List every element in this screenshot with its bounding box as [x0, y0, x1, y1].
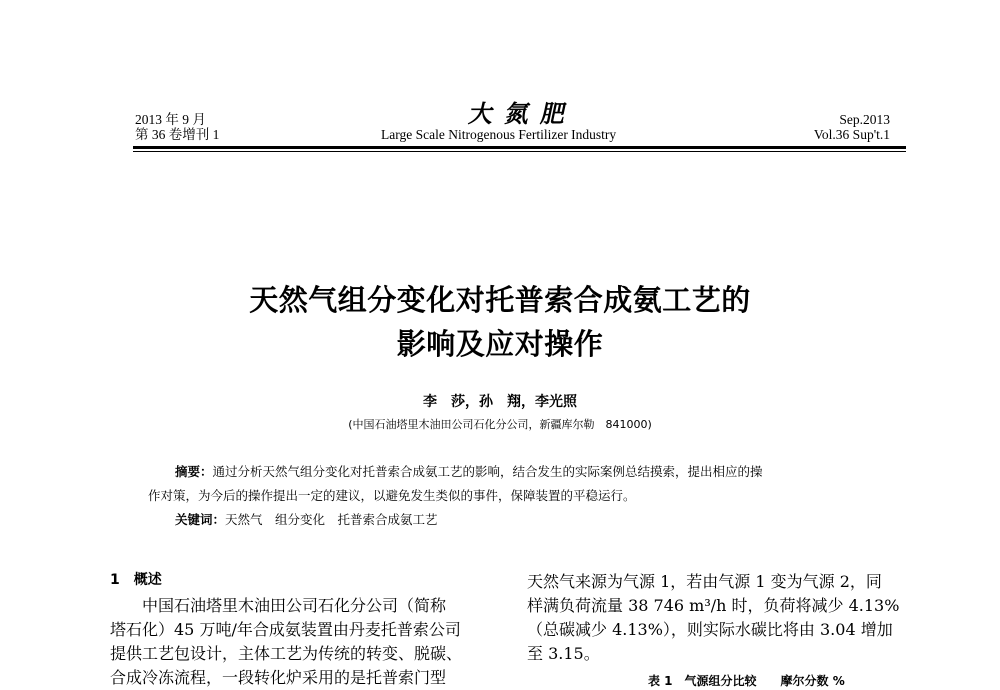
- header-left: [135, 112, 219, 142]
- header-right: [814, 112, 890, 142]
- abstract-line1: [175, 462, 763, 480]
- left-column-line: 中国石油塔里木油田公司石化分公司（简称: [110, 596, 447, 615]
- keywords-text: 天然气 组分变化 托普索合成氨工艺: [225, 512, 438, 527]
- keywords: [175, 510, 438, 528]
- authors: 李 莎，孙 翔，李光照: [423, 394, 577, 410]
- header-left-issue: 第 36 卷增刊 1: [135, 127, 220, 142]
- section-number: 1: [110, 572, 120, 588]
- section-heading: [110, 569, 162, 589]
- right-column-line: 天然气来源为气源 1，若由气源 1 变为气源 2，同: [527, 572, 882, 591]
- article-title-line2: 影响及应对操作: [396, 327, 604, 361]
- section-title: 概述: [133, 572, 162, 588]
- right-column-line: 样满负荷流量 38 746 m³/h 时，负荷将减少 4.13%: [527, 596, 900, 615]
- table-caption: 表 1 气源组分比较 摩尔分数 %: [648, 674, 845, 688]
- journal-logo: 大氮肥: [466, 99, 581, 128]
- abstract-text-1: 通过分析天然气组分变化对托普索合成氨工艺的影响，结合发生的实际案例总结摸索，提出相应的操: [212, 464, 763, 479]
- affiliation: (中国石油塔里木油田公司石化分公司，新疆库尔勒 841000): [348, 418, 652, 431]
- header-right-date: Sep.2013: [839, 112, 890, 127]
- journal-name: Large Scale Nitrogenous Fertilizer Industry: [381, 127, 617, 142]
- header-rule-thin: [133, 151, 906, 152]
- left-column-line: 合成冷冻流程，一段转化炉采用的是托普索门型: [110, 668, 447, 687]
- header-right-issue: Vol.36 Sup't.1: [813, 127, 890, 142]
- header-rule-thick: [133, 146, 906, 149]
- left-column-line: 提供工艺包设计，主体工艺为传统的转变、脱碳、: [110, 644, 463, 663]
- keywords-label: 关键词：: [175, 512, 226, 527]
- abstract-label: 摘要：: [175, 464, 213, 479]
- article-title-line1: 天然气组分变化对托普索合成氨工艺的: [249, 283, 751, 317]
- left-column-line: 塔石化）45 万吨/年合成氨装置由丹麦托普索公司: [110, 620, 461, 639]
- right-column-line: 至 3.15。: [527, 644, 600, 663]
- header-left-date: 2013 年 9 月: [135, 112, 206, 127]
- right-column-line: （总碳减少 4.13%），则实际水碳比将由 3.04 增加: [527, 620, 893, 639]
- abstract-line2: 作对策，为今后的操作提出一定的建议，以避免发生类似的事件，保障装置的平稳运行。: [148, 488, 636, 503]
